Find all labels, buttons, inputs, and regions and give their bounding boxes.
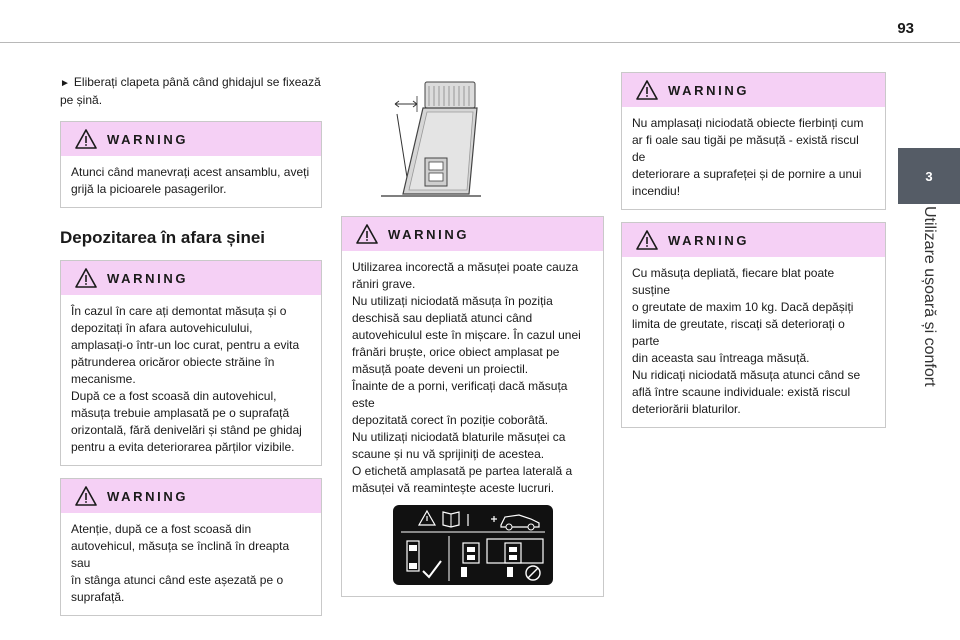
warning-triangle-icon: [75, 129, 97, 149]
column-right: [621, 72, 886, 428]
section-title: Depozitarea în afara șinei: [60, 228, 266, 247]
warning-triangle-icon: [75, 486, 97, 506]
warning-title: WARNING: [107, 131, 189, 147]
warning-title: WARNING: [107, 488, 189, 504]
warning-triangle-icon: [636, 230, 658, 250]
warning-title: WARNING: [668, 232, 750, 248]
warning-label-icon: [393, 505, 553, 585]
column-middle: [341, 74, 604, 597]
warning-header: [61, 479, 321, 513]
warning-text: Cu măsuța depliată, fiecare blat poate susține o greutate de maxim 10 kg. Dacă depășiți limita de greutate, riscați să deteriorați o parte din aceasta sau întreaga măsuță. Nu ridicați niciodată măsuța atunci când se află între scaune individuale: există riscul deteriorării blaturilor.: [632, 266, 861, 416]
header-divider: [0, 42, 960, 43]
warning-text: În cazul în care ați demontat măsuța și o depozitați în afara autovehiculului, amplasați-o într-un loc curat, pentru a evita pătrunderea oricăror obiecte străine în mecanisme. După ce a fost scoasă din autovehicul, măsuța trebuie amplasată pe o suprafață orizontală, fără denivelări și stând pe ghidaj pentru a evita deteriorarea părților vizibile.: [71, 304, 302, 454]
warning-header: [622, 223, 885, 257]
chapter-tab[interactable]: [898, 148, 960, 204]
warning-box: [621, 72, 886, 210]
warning-header: [61, 261, 321, 295]
warning-triangle-icon: [636, 80, 658, 100]
folded-table-illustration: [341, 78, 604, 208]
warning-box: [60, 260, 322, 466]
warning-header: [61, 122, 321, 156]
warning-text: Atenție, după ce a fost scoasă din autovehicul, măsuța se înclină în dreapta sau în stânga atunci când este așezată pe o suprafață.: [71, 522, 290, 604]
column-left: [60, 74, 322, 616]
warning-triangle-icon: [356, 224, 378, 244]
warning-text: Utilizarea incorectă a măsuței poate cauza răniri grave. Nu utilizați niciodată măsuța în poziția deschisă sau depliată atunci când autovehiculul este în mișcare. În cazul unei frânări bruște, orice obiect amplasat pe măsuță poate deveni un proiectil. Înainte de a porni, verificați dacă măsuța este depozitată corect în poziție coborâtă. Nu utilizați niciodată blaturile măsuței ca scaune și nu vă sprijiniți de acestea. O etichetă amplasată pe partea laterală a măsuței vă reamintește aceste lucruri.: [342, 251, 603, 596]
warning-text: Nu amplasați niciodată obiecte fierbinți cum ar fi oale sau tigăi pe măsuță - există riscul de deteriorare a suprafeței și de pornire a unui incendiu!: [632, 116, 864, 198]
chapter-number: 3: [925, 168, 933, 184]
warning-triangle-icon: [75, 268, 97, 288]
warning-header: [622, 73, 885, 107]
warning-box: [621, 222, 886, 428]
chapter-title-area: [898, 206, 960, 402]
warning-title: WARNING: [668, 82, 750, 98]
warning-box: [341, 216, 604, 597]
warning-text: Atunci când manevrați acest ansamblu, aveți grijă la picioarele pasagerilor.: [71, 165, 310, 196]
warning-title: WARNING: [107, 270, 189, 286]
chapter-title: Utilizare ușoară și confort: [921, 206, 938, 387]
warning-box: [60, 121, 322, 208]
arrow-right-icon: ►: [60, 78, 70, 89]
warning-title: WARNING: [388, 226, 470, 242]
page-number: 93: [897, 20, 914, 37]
instruction-bullet: ► Eliberați clapeta până când ghidajul se fixează pe șină.: [60, 75, 321, 107]
warning-header: [342, 217, 603, 251]
table-illustration: [341, 78, 604, 208]
safety-label-illustration: [393, 505, 553, 585]
warning-box: [60, 478, 322, 616]
